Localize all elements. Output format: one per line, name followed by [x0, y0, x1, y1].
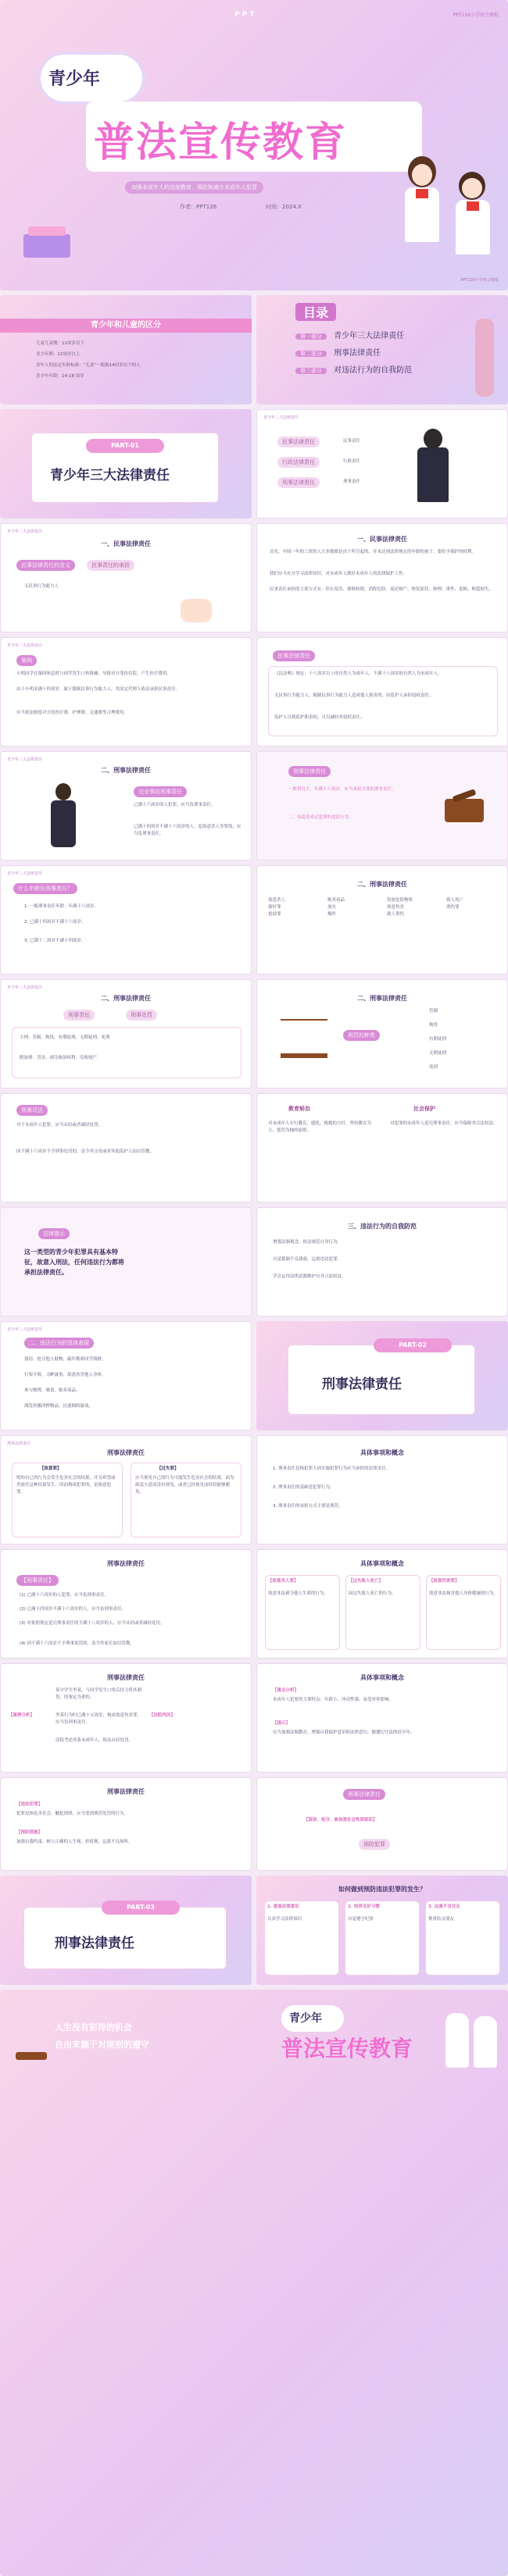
penalties-slide[interactable] — [0, 979, 252, 1088]
criminal-intro-box-1-title: 【故意罪】 — [40, 1466, 62, 1471]
criminal-types-heading: 刑事法律责任 — [107, 1560, 145, 1567]
crime-col-2-item-1: 放火 — [327, 905, 337, 910]
judicial-slide[interactable] — [0, 1093, 252, 1202]
criminal-intro-right-heading: 具体事项和概念 — [360, 1449, 404, 1456]
part2-slide[interactable] — [256, 1321, 508, 1431]
civil-tag: 青少年三大法律责任 — [7, 529, 43, 534]
civil-detail-right-slide[interactable] — [256, 637, 508, 746]
civil-right-text-1: 首先，中国一年的工资的人大多数都是由于所引起的，并未达到法律规定的年龄的孩子，要给予保护的权利。 — [270, 550, 477, 554]
crime-col-1-title: 故意杀人 — [268, 898, 286, 903]
toc-item-2-num: 第二部分 — [295, 351, 327, 357]
lawyer-head-icon — [55, 783, 71, 800]
boy-face-icon — [462, 178, 482, 198]
criminal-card-2-title: 【过失致人死亡】 — [349, 1579, 384, 1584]
criminal-intro-tag: 刑事法律责任 — [7, 1441, 31, 1446]
civil-heading: 一、民事法律责任 — [101, 540, 151, 547]
summary-badge: 法律提示 — [38, 1228, 70, 1239]
crime-col-4 — [446, 897, 501, 911]
criminal-intro-box-2-text: 应当预见自己的行为可能发生危害社会的结果，因为疏忽大意而没有预见，或者已经预见而轻信能够避免。 — [135, 1476, 234, 1495]
girl-scarf-icon — [416, 189, 428, 198]
judicial-right-title-b: 社会保护 — [413, 1106, 435, 1112]
boy-scarf-icon — [467, 201, 479, 211]
penalty-item-1: 主刑：管制、拘役、有期徒刑、无期徒刑、死刑 — [20, 1035, 110, 1040]
criminal-last-label-b: 【预防措施】 — [16, 1830, 43, 1835]
criminal-intro-heading: 刑事法律责任 — [107, 1449, 145, 1456]
ending-quote-b: 自由来源于对规则的遵守 — [55, 2040, 149, 2050]
toc-student-illustration — [475, 319, 494, 397]
legal-type-3-desc: 刑事责任 — [343, 479, 361, 484]
crime-col-1-item-1: 强奸罪 — [268, 905, 281, 910]
crime-col-4-item-1: 重伤罪 — [446, 905, 460, 910]
age-limits-right-heading: 二、刑事法律责任 — [357, 881, 407, 888]
criminal-card-2 — [345, 1575, 420, 1650]
hero-corner-note: PPT126小学班会模板 — [460, 278, 499, 283]
prevention-card-2-text: 自觉遵守纪律 — [348, 1917, 374, 1922]
distinction-line-1: 儿童儿童期：12周岁以下 — [36, 341, 84, 346]
penalties-heading: 二、刑事法律责任 — [101, 995, 151, 1002]
criminal-more-right-text-2: 应当加强法制教育，增强自我保护意识和法律意识，做遵纪守法的好少年。 — [273, 1730, 415, 1735]
penalties-right-badge: 刑罚的种类 — [343, 1030, 380, 1041]
criminal-more-heading: 刑事法律责任 — [107, 1674, 145, 1681]
criminal-card-3-title: 【故意伤害罪】 — [429, 1579, 460, 1584]
penalty-list-4: 无期徒刑 — [429, 1051, 447, 1056]
age-limit-3: 3. 已满十二周岁不满十四周岁。 — [24, 939, 86, 943]
criminal-more-right-title-b: 【提示】 — [273, 1721, 291, 1726]
brand-logo: P P T — [234, 11, 255, 19]
judicial-badge: 刑事司法 — [16, 1105, 48, 1116]
criminal-more-right-title-a: 【重点分析】 — [273, 1688, 299, 1693]
prevention-card-1 — [264, 1901, 339, 1976]
lawyer-body-icon — [51, 800, 76, 847]
crime-col-2-title: 贩卖毒品 — [327, 898, 345, 903]
distinction-line-2: 青少年期：12周岁以上 — [36, 352, 80, 357]
civil-left-foot: 无民事行为能力人 — [24, 584, 59, 589]
criminal-types-right-heading: 具体事项和概念 — [360, 1560, 404, 1567]
criminal-more-right-heading: 具体事项和概念 — [360, 1674, 404, 1681]
age-limits-right-slide[interactable] — [256, 865, 508, 974]
book-stack — [28, 226, 66, 236]
civil-left-item-1[interactable]: 民事法律责任的含义 — [16, 560, 75, 571]
part3-tag: PART-03 — [102, 1901, 180, 1915]
law-book-icon — [445, 799, 484, 822]
toc-item-1[interactable] — [295, 326, 404, 342]
civil-right-text-2: 我们应当充分学习法律知识，对未成年人做好未成年人的法律保护工作。 — [270, 572, 408, 576]
admin-right-line-2: 二、知道造成过犯罪的违法行为。 — [288, 815, 353, 820]
part3-preview-slide[interactable] — [256, 1876, 508, 1985]
legal-type-1[interactable]: 民事法律责任 — [277, 436, 320, 447]
prevention-card-1-text: 认真学习法律知识 — [267, 1917, 302, 1922]
civil-detail-tag: 青少年三大法律责任 — [7, 643, 43, 648]
part3-preview-heading: 如何做到预防违法犯罪的发生？ — [338, 1886, 426, 1893]
judicial-text-2: 因不满十六周岁不予刑事处罚的，责令其父母或者其他监护人加以管教。 — [16, 1149, 155, 1154]
admin-bubble: 完全事故刑事责任 — [134, 786, 187, 797]
toc-item-3-num: 第三部分 — [295, 368, 327, 374]
admin-right-line-1: 一般情况下，年满十八周岁，应当承担全部的刑事责任。 — [288, 787, 396, 792]
criminal-card-1-title: 【故意杀人罪】 — [268, 1579, 299, 1584]
admin-tag: 青少年三大法律责任 — [7, 757, 43, 762]
criminal-more-right-text-1: 未成年人犯罪的主要特点：年龄小、冲动性强、易受外界影响。 — [273, 1698, 394, 1702]
crime-col-3-title: 投放危险物质 — [387, 898, 413, 903]
criminal-type-3: (3) 对依照规定追究刑事责任的不满十八周岁的人，应当从轻或者减轻处罚。 — [20, 1621, 165, 1626]
hero-badge: 青少年 — [48, 69, 101, 89]
part1-tag: PART-01 — [86, 439, 164, 453]
toc-item-1-num: 第一部分 — [295, 333, 327, 340]
hero-author: 作者：PPT126 — [180, 204, 217, 210]
toc-item-1-label: 青少年三大法律责任 — [334, 332, 405, 340]
civil-detail-text-2: 由于小明未满十四周岁，属于限制民事行为能力人，其法定代理人依法承担民事责任。 — [16, 687, 181, 692]
criminal-more-text-2: 李某行为时已满十五周岁，构成故意伤害罪，应当负刑事责任。 — [55, 1713, 142, 1725]
penalty-list-5: 死刑 — [429, 1065, 438, 1070]
criminal-last-right-badge: 【盗窃、抢夺、参加黑社会性质组织】 — [304, 1818, 377, 1822]
part2-title: 刑事法律责任 — [322, 1377, 402, 1392]
hero-date: 时间：2024.X — [266, 204, 302, 210]
top-right-note: PPT126小学班会模板 — [453, 12, 499, 18]
criminal-intro-right-text-2: 2. 刑事责任的基础是犯罪行为。 — [273, 1485, 334, 1490]
ending-quote-a: 人生没有彩排的机会 — [55, 2022, 132, 2033]
case-item-3: 参与赌博，吸食、贩卖毒品。 — [24, 1388, 80, 1393]
age-limits-slide[interactable] — [0, 865, 252, 974]
legal-type-2[interactable]: 行政法律责任 — [277, 457, 320, 468]
civil-detail-right-badge: 民事法律责任 — [273, 650, 315, 661]
part3-title: 刑事法律责任 — [55, 1936, 134, 1951]
criminal-last-label-a: 【违法犯罪】 — [16, 1802, 43, 1807]
criminal-type-1: (1) 已满十六周岁的人犯罪，应当负刑事责任。 — [20, 1593, 109, 1598]
legal-type-3[interactable]: 刑事法律责任 — [277, 477, 320, 488]
pointing-hand-icon — [181, 599, 212, 622]
civil-detail-right-text-2: 无民事行为能力人、限制民事行为能力人造成他人损害的，由监护人承担侵权责任。 — [274, 693, 434, 698]
criminal-type-2: (2) 已满十四周岁不满十六周岁的人，应当负刑事责任。 — [20, 1607, 127, 1612]
toc-item-2[interactable] — [295, 344, 381, 359]
criminal-last-right-slide[interactable] — [256, 1777, 508, 1871]
criminal-more-text-1: 某中学生李某，与同学发生口角后持刀将其刺伤，经鉴定为重伤。 — [55, 1688, 142, 1700]
case-list-slide[interactable] — [0, 1321, 252, 1431]
judicial-text-1: 对于未成年人犯罪，应当从轻或者减轻处罚。 — [16, 1123, 103, 1128]
ending-slide[interactable] — [0, 1990, 508, 2576]
criminal-more-slide[interactable] — [0, 1663, 252, 1773]
books-illustration — [23, 234, 70, 258]
civil-right-heading: 一、民事法律责任 — [357, 536, 407, 543]
criminal-more-mid-label: 【法院判决】 — [149, 1713, 176, 1718]
ending-badge: 青少年 — [289, 2012, 322, 2025]
criminal-more-right-slide[interactable] — [256, 1663, 508, 1773]
part2-tag: PART-02 — [374, 1338, 452, 1352]
legal-type-1-desc: 民事责任 — [343, 439, 361, 444]
prevention-card-2 — [345, 1901, 420, 1976]
penalties-right-heading: 二、刑事法律责任 — [357, 995, 407, 1002]
criminal-intro-right-text-3: 3. 刑事责任的承担方式主要是刑罚。 — [273, 1504, 343, 1509]
scales-icon — [281, 1019, 327, 1058]
civil-detail-right-text-3: 监护人尽到监护职责的，可以减轻其侵权责任。 — [274, 715, 365, 720]
civil-left-item-2[interactable]: 民事责任的承担 — [87, 560, 134, 571]
criminal-last-slide[interactable] — [0, 1777, 252, 1871]
penalty-chip-2[interactable]: 刑事处罚 — [126, 1010, 157, 1021]
admin-desc-1: 已满十六周岁的人犯罪，应当负刑事责任。 — [134, 803, 216, 807]
crime-col-1-item-2: 抢劫罪 — [268, 912, 281, 917]
boy-illustration — [449, 172, 496, 281]
age-limit-1: 1. 一般刑事责任年龄：年满十六周岁。 — [24, 904, 98, 909]
summary-quote: 这一类型的青少年犯罪具有基本特征，故意入刑法，任何违法行为都将承担法律责任。 — [24, 1249, 124, 1276]
girl-illustration — [399, 156, 445, 281]
lawyer-illustration — [48, 783, 79, 853]
hero-subtitle: 加强未成年人的法制教育，预防和减少未成年人犯罪 — [125, 181, 263, 194]
admin-heading: 二、刑事法律责任 — [101, 767, 151, 774]
criminal-type-4: (4) 因不满十六周岁不予刑事处罚的，责令其家长加以管教。 — [20, 1641, 135, 1646]
penalty-item-2: 附加刑：罚金、剥夺政治权利、没收财产 — [20, 1056, 98, 1060]
criminal-types-slide[interactable] — [0, 1549, 252, 1659]
judge-head-icon — [424, 429, 442, 449]
civil-detail-text-1: 小明同学在课间休息时与同学发生口角推搡，导致对方受伤住院，产生医疗费用。 — [16, 672, 172, 676]
summary-text-1: 增强法制观念，依法规范自身行为。 — [273, 1240, 342, 1245]
ending-gavel-icon — [16, 2052, 47, 2060]
penalties-right-slide[interactable] — [256, 979, 508, 1088]
criminal-intro-right-text-1: 1. 刑事责任是指犯罪人因实施犯罪行为应当承担的法律责任。 — [273, 1466, 390, 1471]
judge-illustration — [413, 429, 453, 507]
civil-detail-badge: 案例 — [16, 655, 37, 666]
criminal-intro-slide[interactable] — [0, 1435, 252, 1545]
prevention-card-3 — [425, 1901, 500, 1976]
crime-col-3-item-1: 故意伤害 — [387, 905, 405, 910]
prevention-card-1-title: 1. 提高法律意识 — [267, 1904, 299, 1909]
case-item-4: 浏览传播淫秽物品，沉迷网络游戏。 — [24, 1404, 94, 1409]
penalties-tag: 青少年三大法律责任 — [7, 985, 43, 990]
legal-types-slide[interactable] — [256, 409, 508, 518]
girl-face-icon — [412, 164, 432, 186]
admin-right-tag: 刑事法律责任 — [288, 766, 331, 777]
criminal-more-side-label: 【案例分析】 — [9, 1713, 35, 1718]
civil-detail-text-3: 应当依法赔偿对方的医疗费、护理费、交通费等合理费用。 — [16, 711, 129, 715]
distinction-slide[interactable] — [0, 295, 252, 404]
age-limit-2: 2. 已满十四周岁不满十六周岁。 — [24, 920, 86, 925]
case-item-2: 打架斗殴，寻衅滋事，故意伤害他人身体。 — [24, 1373, 106, 1377]
criminal-last-heading: 刑事法律责任 — [107, 1788, 145, 1795]
case-list-heading: 二、违法行为的具体表现 — [24, 1338, 94, 1349]
penalty-list-3: 有期徒刑 — [429, 1037, 447, 1042]
criminal-intro-box-1-text: 明知自己的行为会发生危害社会的结果，并且希望或者放任这种结果发生，因而构成犯罪的，是故意犯罪。 — [16, 1476, 116, 1495]
summary-heading: 三、违法行为的自我防范 — [348, 1223, 417, 1230]
civil-right-text-3: 民事责任承担的主要方式有：停止侵害、排除妨碍、消除危险、返还财产、恢复原状、修理、重作、更换、赔偿损失。 — [270, 587, 494, 592]
admin-desc-2: 已满十四周岁不满十六周岁的人，犯故意杀人等罪的，应当负刑事责任。 — [134, 825, 241, 836]
civil-right-slide[interactable] — [256, 523, 508, 632]
crime-col-2 — [327, 897, 382, 918]
age-limits-tag: 青少年三大法律责任 — [7, 871, 43, 876]
toc-item-2-label: 刑事法律责任 — [334, 349, 381, 358]
criminal-types-badge: 【刑事责任】 — [16, 1575, 59, 1586]
penalty-chip-1[interactable]: 刑事责任 — [63, 1010, 95, 1021]
toc-slide[interactable] — [256, 295, 508, 404]
distinction-line-3: 青年人的法定年龄标准：“儿童”一般指14周岁以下的人 — [36, 363, 141, 368]
age-limits-heading: 什么年龄负刑事责任？ — [13, 883, 77, 894]
criminal-last-right-chip[interactable]: 预防犯罪 — [359, 1839, 390, 1850]
judicial-right-slide[interactable] — [256, 1093, 508, 1202]
criminal-last-text-a: 犯罪是指危害社会、触犯刑律、应当受到刑罚处罚的行为。 — [16, 1812, 129, 1816]
crime-col-2-item-2: 爆炸 — [327, 912, 337, 917]
summary-slide[interactable] — [0, 1207, 252, 1317]
hero-slide[interactable] — [0, 0, 508, 290]
admin-right-slide[interactable] — [256, 751, 508, 860]
criminal-card-1 — [265, 1575, 340, 1650]
civil-slide[interactable] — [0, 523, 252, 632]
criminal-more-text-3: 法院考虑其系未成年人，依法从轻处罚。 — [55, 1738, 134, 1743]
criminal-types-right-slide[interactable] — [256, 1549, 508, 1659]
case-item-1: 盗窃、抢夺他人财物，敲诈勒索同学钱财。 — [24, 1357, 106, 1362]
case-list-tag: 青少年三大法律责任 — [7, 1327, 43, 1332]
criminal-intro-right-slide[interactable] — [256, 1435, 508, 1545]
distinction-line-4: 青少年年龄：14-18 周岁 — [36, 374, 84, 379]
admin-slide[interactable] — [0, 751, 252, 860]
distinction-heading: 青少年和儿童的区分 — [0, 319, 252, 333]
legal-type-2-desc: 行政责任 — [343, 459, 361, 464]
summary-text-3: 学会运用法律武器维护自身合法权益。 — [273, 1274, 346, 1279]
judicial-right-title-a: 教育矫治 — [288, 1106, 310, 1112]
criminal-card-3 — [426, 1575, 501, 1650]
crime-col-1 — [268, 897, 323, 918]
part1-title: 青少年三大法律责任 — [50, 468, 170, 483]
criminal-card-1-text: 故意非法剥夺他人生命的行为。 — [268, 1591, 329, 1596]
criminal-intro-box-2 — [131, 1463, 241, 1537]
crime-col-3 — [387, 897, 442, 918]
criminal-last-text-b: 加强自我约束，树立正确的人生观、价值观，远离不良场所。 — [16, 1840, 133, 1844]
civil-detail-slide[interactable] — [0, 637, 252, 746]
prevention-card-3-title: 3. 远离不良交友 — [428, 1904, 460, 1909]
prevention-card-3-text: 慎重结交朋友 — [428, 1917, 455, 1922]
ending-boy-illustration — [474, 2016, 497, 2068]
toc-item-3[interactable] — [295, 361, 412, 376]
ending-girl-illustration — [445, 2013, 469, 2068]
penalty-list-1: 管制 — [429, 1009, 438, 1014]
judge-robe-icon — [417, 447, 449, 502]
part1-slide[interactable] — [0, 409, 252, 518]
ending-title: 普法宣传教育 — [281, 2036, 413, 2061]
summary-text-2: 自觉抵制不良诱惑，远离违法犯罪。 — [273, 1257, 342, 1262]
criminal-card-3-text: 故意非法损害他人身体健康的行为。 — [429, 1591, 499, 1596]
judicial-right-text-1: 对未成年人实行教育、感化、挽救的方针，坚持教育为主、惩罚为辅的原则。 — [268, 1121, 372, 1133]
criminal-intro-box-2-title: 【过失罪】 — [157, 1466, 179, 1471]
legal-types-tag: 青少年三大法律责任 — [263, 415, 299, 420]
hero-title: 普法宣传教育 — [94, 119, 348, 166]
criminal-last-right-heading: 刑事法律责任 — [343, 1789, 385, 1800]
judicial-right-text-2: 对犯罪的未成年人追究刑事责任，应当保障其合法权益。 — [390, 1121, 498, 1126]
crime-col-3-item-2: 致人重伤 — [387, 912, 405, 917]
criminal-card-2-text: 因过失致人死亡的行为。 — [349, 1591, 396, 1596]
civil-detail-right-text-1: 《民法典》规定：十八周岁以上的自然人为成年人，不满十八周岁的自然人为未成年人。 — [274, 672, 442, 676]
toc-item-3-label: 对违法行为的自我防范 — [334, 366, 413, 375]
part3-slide[interactable] — [0, 1876, 252, 1985]
prevention-card-2-title: 2. 培养良好习惯 — [348, 1904, 380, 1909]
summary-right-slide[interactable] — [256, 1207, 508, 1317]
criminal-intro-box-1 — [12, 1463, 123, 1537]
penalty-list-2: 拘役 — [429, 1023, 438, 1028]
toc-title: 目录 — [295, 303, 336, 321]
crime-col-4-title: 致人死亡 — [446, 898, 464, 903]
